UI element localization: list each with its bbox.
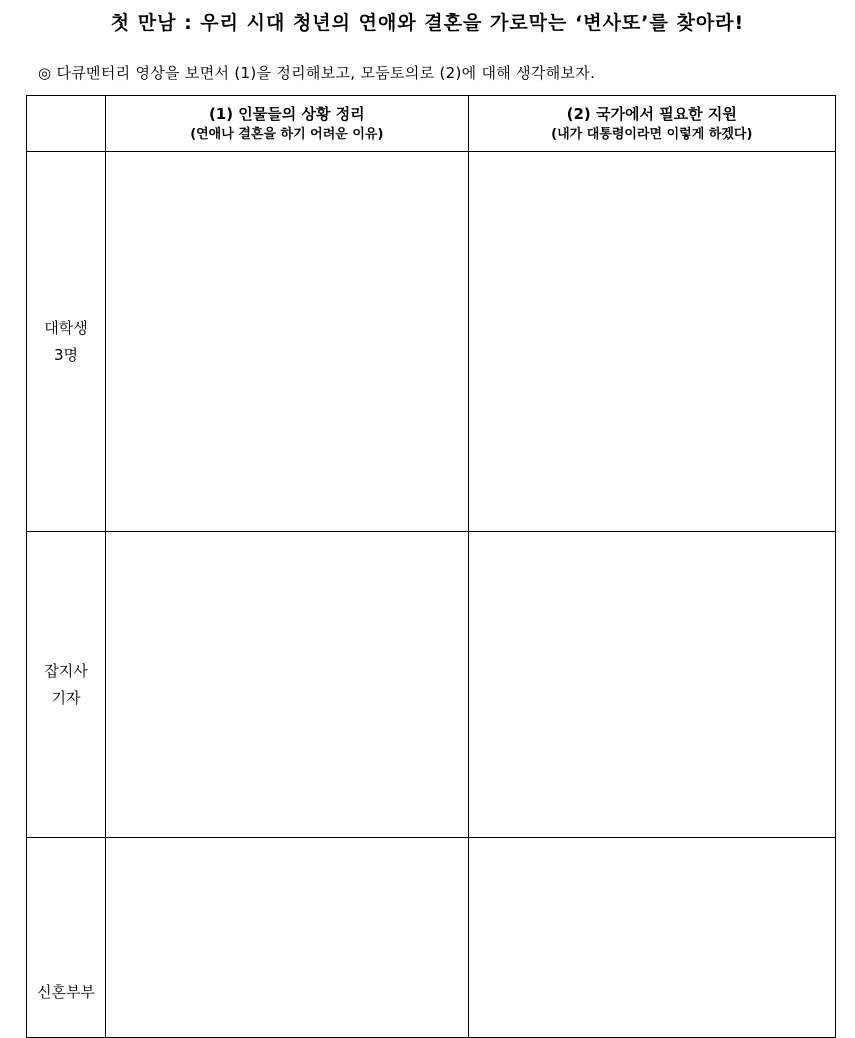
header-situation-summary — [106, 96, 468, 152]
row-label-line: 대학생 — [44, 318, 88, 337]
header-empty-cell — [27, 96, 106, 152]
worksheet-title: 첫 만남 : 우리 시대 청년의 연애와 결혼을 가로막는 ‘변사또’를 찾아라! — [110, 12, 745, 34]
table-row-magazine-reporter — [27, 532, 836, 838]
table-row-newlyweds — [27, 838, 836, 1038]
instruction-text: ◎ 다큐멘터리 영상을 보면서 (1)을 정리해보고, 모둠토의로 (2)에 대해 생각해보자. — [38, 64, 596, 82]
header-support-subtitle: (내가 대통령이라면 이렇게 하겠다) — [551, 126, 753, 142]
worksheet-table — [26, 95, 836, 1038]
header-national-support — [468, 96, 835, 152]
answer-cell-support[interactable] — [468, 152, 835, 532]
row-label-newlyweds — [27, 838, 106, 1038]
table-header-row — [27, 96, 836, 152]
header-situation-title: (1) 인물들의 상황 정리 — [208, 104, 365, 123]
row-label-magazine-reporter — [27, 532, 106, 838]
header-support-title: (2) 국가에서 필요한 지원 — [566, 104, 737, 123]
row-label-line: 3명 — [54, 345, 79, 364]
row-label-line: 기자 — [51, 688, 81, 707]
answer-cell-situation[interactable] — [106, 532, 468, 838]
row-label-line: 신혼부부 — [37, 983, 96, 1001]
answer-cell-support[interactable] — [468, 532, 835, 838]
row-label-line: 잡지사 — [44, 661, 88, 680]
table-row-college-students — [27, 152, 836, 532]
row-label-college-students — [27, 152, 106, 532]
answer-cell-situation[interactable] — [106, 152, 468, 532]
answer-cell-situation[interactable] — [106, 838, 468, 1038]
answer-cell-support[interactable] — [468, 838, 835, 1038]
header-situation-subtitle: (연애나 결혼을 하기 어려운 이유) — [190, 126, 384, 142]
